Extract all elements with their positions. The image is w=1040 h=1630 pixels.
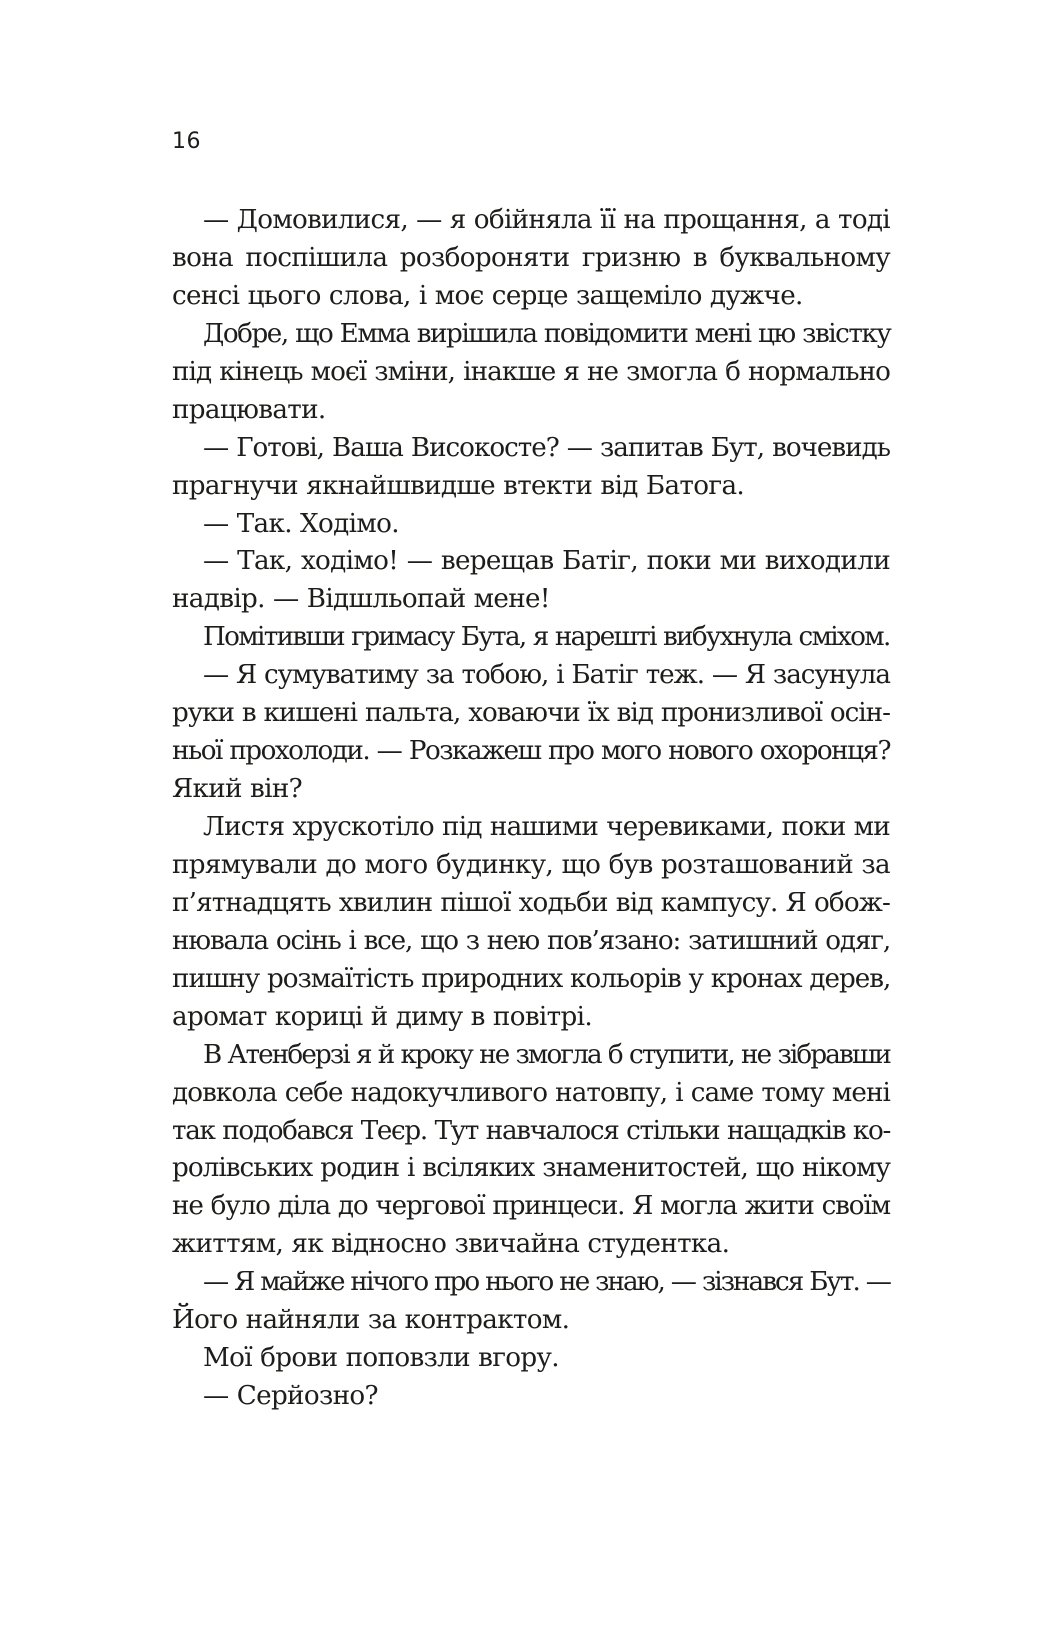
text-line: надвір. — Відшльопай мене! bbox=[172, 584, 550, 615]
text-line: нювала осінь і все, що з нею пов’язано: затишний одяг, bbox=[172, 925, 890, 956]
text-line: прямували до мого будинку, що був розташований за bbox=[172, 849, 890, 880]
text-line: В Атенберзі я й кроку не змогла б ступити, не зібравши bbox=[203, 1039, 890, 1070]
text-line: ролівських родин і всіляких знаменитостей, що нікому bbox=[172, 1153, 890, 1184]
text-line: — Так. Ходімо. bbox=[203, 508, 399, 539]
text-line: п’ятнадцять хвилин пішої ходьби від кампусу. Я обож- bbox=[172, 887, 890, 918]
text-line: пишну розмаїтість природних кольорів у кронах дерев, bbox=[172, 963, 891, 994]
page-number: 16 bbox=[172, 129, 201, 154]
text-line: так подобався Теєр. Тут навчалося стільки нащадків ко- bbox=[172, 1115, 890, 1146]
text-line: — Серйозно? bbox=[203, 1381, 378, 1412]
text-line: не було діла до чергової принцеси. Я могла жити своїм bbox=[172, 1191, 890, 1222]
text-line: Мої брови поповзли вгору. bbox=[203, 1343, 559, 1374]
text-line: — Домовилися, — я обійняла її на прощання, а тоді bbox=[203, 205, 890, 235]
text-line: довкола себе надокучливого натовпу, і саме тому мені bbox=[172, 1077, 890, 1108]
text-line: ньої прохолоди. — Розкажеш про мого нового охоронця? bbox=[172, 736, 890, 767]
text-line: прагнучи якнайшвидше втекти від Батога. bbox=[172, 470, 745, 501]
text-line: сенсі цього слова, і моє серце защеміло дужче. bbox=[172, 280, 803, 311]
text-line: аромат кориці й диму в повітрі. bbox=[172, 1001, 592, 1032]
text-line: життям, як відносно звичайна студентка. bbox=[172, 1229, 730, 1260]
text-line: Який він? bbox=[172, 774, 303, 805]
text-line: — Я майже нічого про нього не знаю, — зізнався Бут. — bbox=[203, 1267, 890, 1298]
text-line: — Так, ходімо! — верещав Батіг, поки ми виходили bbox=[203, 546, 890, 577]
text-line: під кінець моєї зміни, інакше я не змогла б нормально bbox=[172, 356, 890, 387]
text-line: вона поспішила розбороняти гризню в буквальному bbox=[172, 242, 890, 273]
body-text bbox=[172, 202, 890, 1416]
text-line: Листя хрускотіло під нашими черевиками, поки ми bbox=[203, 812, 890, 842]
text-line: — Готові, Ваша Високосте? — запитав Бут, вочевидь bbox=[203, 432, 890, 463]
text-line: працювати. bbox=[172, 394, 326, 425]
text-line: — Я сумуватиму за тобою, і Батіг теж. — Я засунула bbox=[203, 660, 890, 691]
text-line: руки в кишені пальта, ховаючи їх від пронизливої осін- bbox=[172, 698, 890, 729]
text-line: Помітивши гримасу Бута, я нарешті вибухнула сміхом. bbox=[203, 622, 890, 653]
text-line: Його найняли за контрактом. bbox=[172, 1305, 570, 1336]
text-line: Добре, що Емма вирішила повідомити мені цю звістку bbox=[203, 318, 891, 349]
